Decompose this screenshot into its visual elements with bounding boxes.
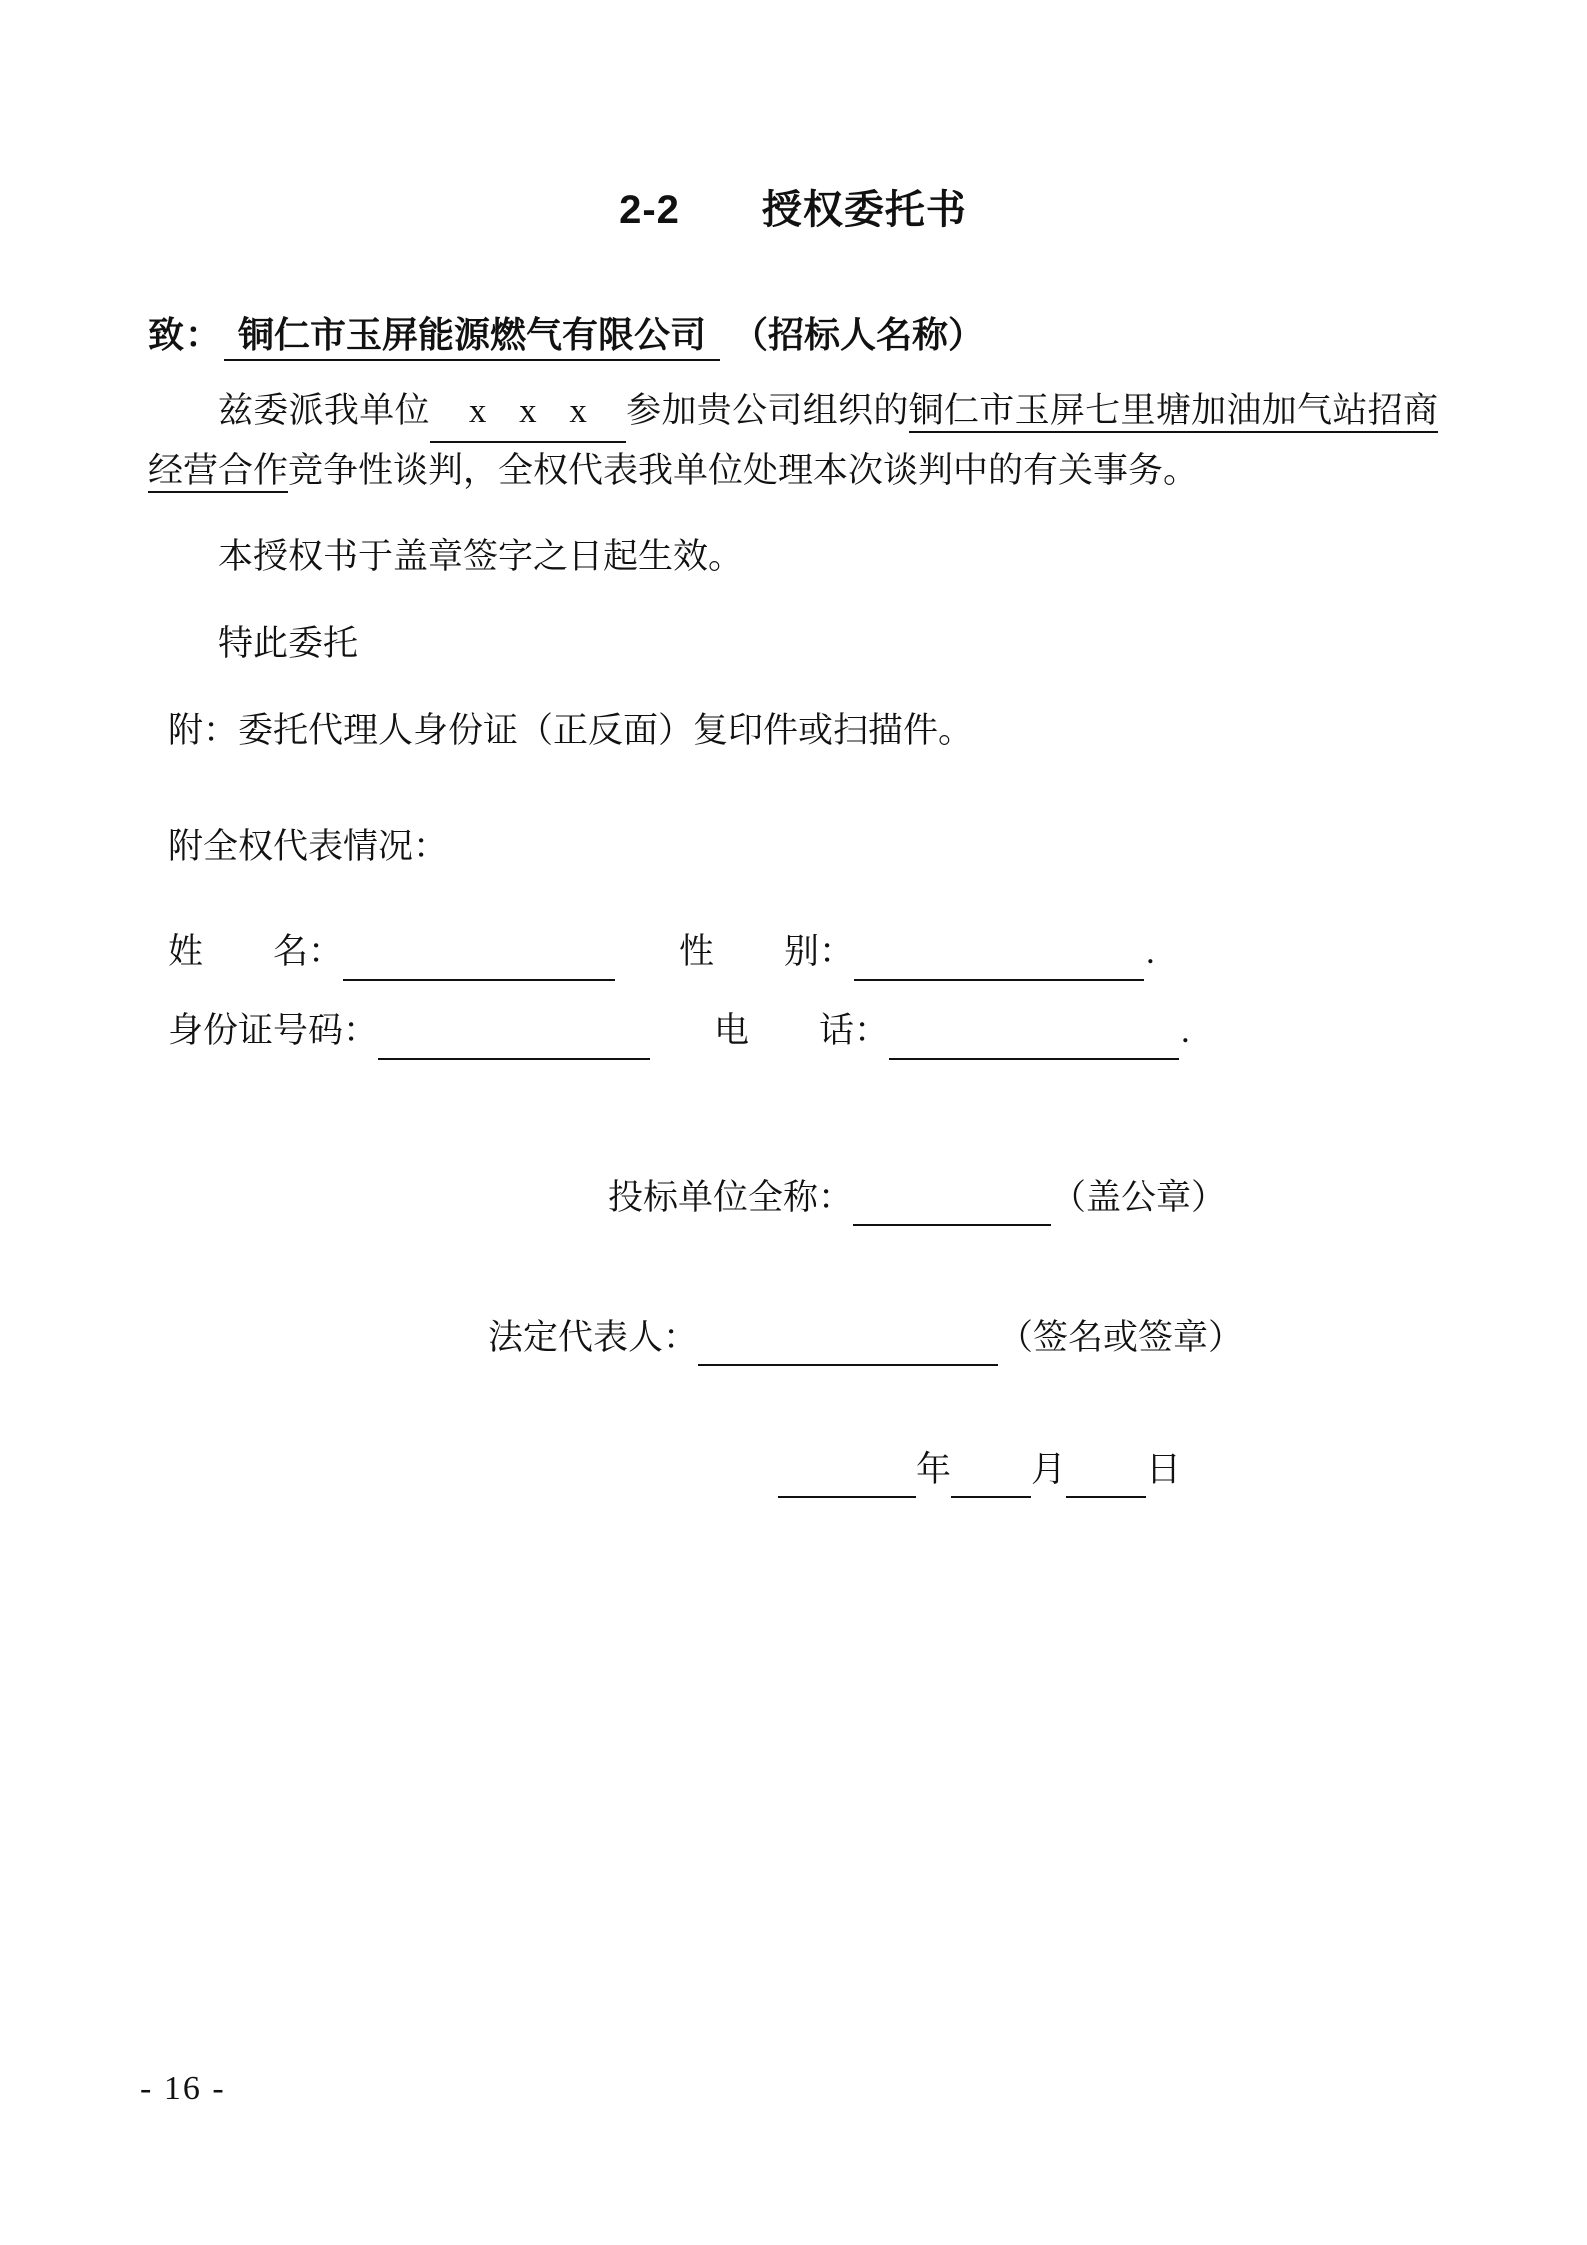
- page-title: 2-2 授权委托书: [619, 188, 967, 232]
- id-number-input[interactable]: [378, 1028, 650, 1060]
- agent-name-blank[interactable]: x x x: [430, 383, 626, 443]
- gender-label: 性 别：: [679, 932, 855, 972]
- spacer: [148, 590, 1438, 616]
- authorization-text-3: 竞争性谈判，全权代表我单位处理本次谈: [288, 450, 919, 490]
- effective-clause: 本授权书于盖章签字之日起生效。: [218, 537, 744, 577]
- attachment-note: 附：委托代理人身份证（正反面）复印件或扫描件。: [168, 710, 974, 750]
- date-day-input[interactable]: [1066, 1466, 1146, 1498]
- page-number: - 16 -: [140, 2070, 226, 2107]
- date-month-label: 月: [1031, 1449, 1067, 1489]
- tenderer-name-field[interactable]: 铜仁市玉屏能源燃气有限公司: [224, 312, 720, 361]
- representative-section-title: 附全权代表情况：: [168, 827, 449, 867]
- legal-representative-sign-note: （签名或签章）: [998, 1317, 1244, 1357]
- closing-line: 特此委托: [218, 624, 359, 664]
- legal-representative-label: 法定代表人：: [488, 1317, 699, 1357]
- spacer: [148, 898, 1438, 924]
- date-day-label: 日: [1146, 1449, 1182, 1489]
- bidder-unit-label: 投标单位全称：: [608, 1177, 854, 1217]
- authorization-text-2: 参加贵公司组织的: [625, 391, 909, 430]
- bidder-unit-seal-note: （盖公章）: [1051, 1177, 1227, 1217]
- addressee-line: [148, 312, 1438, 361]
- name-label: 姓 名：: [168, 932, 344, 972]
- gender-input[interactable]: [854, 949, 1144, 981]
- page-content: [148, 0, 1438, 1498]
- phone-input[interactable]: [889, 1028, 1179, 1060]
- authorization-text-4: 判中的有关事务。: [918, 450, 1199, 490]
- addressee-label: 致：: [148, 314, 223, 355]
- phone-end-mark: .: [1181, 1010, 1190, 1050]
- spacer: [148, 677, 1438, 703]
- spacer: [148, 503, 1438, 529]
- phone-label: 电 话：: [714, 1010, 890, 1050]
- date-row: [148, 1442, 1438, 1498]
- tenderer-name-note: （招标人名称）: [732, 314, 985, 355]
- authorization-paragraph: [148, 383, 1438, 499]
- id-number-label: 身份证号码：: [168, 1010, 379, 1050]
- project-name-part-2: 塘加油加气站招商经营合作: [148, 391, 1438, 493]
- date-year-label: 年: [916, 1449, 952, 1489]
- signature-block: [148, 1170, 1438, 1498]
- representative-fields: [148, 819, 1438, 1059]
- date-year-input[interactable]: [778, 1466, 916, 1498]
- bidder-unit-input[interactable]: [853, 1194, 1051, 1226]
- project-name-part-1: 铜仁市玉屏七里: [909, 391, 1156, 433]
- gender-end-mark: .: [1146, 932, 1155, 972]
- name-input[interactable]: [343, 949, 615, 981]
- id-phone-row: [148, 1003, 1438, 1060]
- name-gender-row: [148, 924, 1438, 981]
- body-text: [148, 383, 1438, 759]
- legal-representative-row: [148, 1310, 1438, 1366]
- authorization-text-1: 兹委派我单位: [218, 391, 430, 430]
- legal-representative-input[interactable]: [698, 1334, 998, 1366]
- representative-section-title-row: [148, 819, 1438, 876]
- bidder-unit-row: [148, 1170, 1438, 1226]
- date-month-input[interactable]: [951, 1466, 1031, 1498]
